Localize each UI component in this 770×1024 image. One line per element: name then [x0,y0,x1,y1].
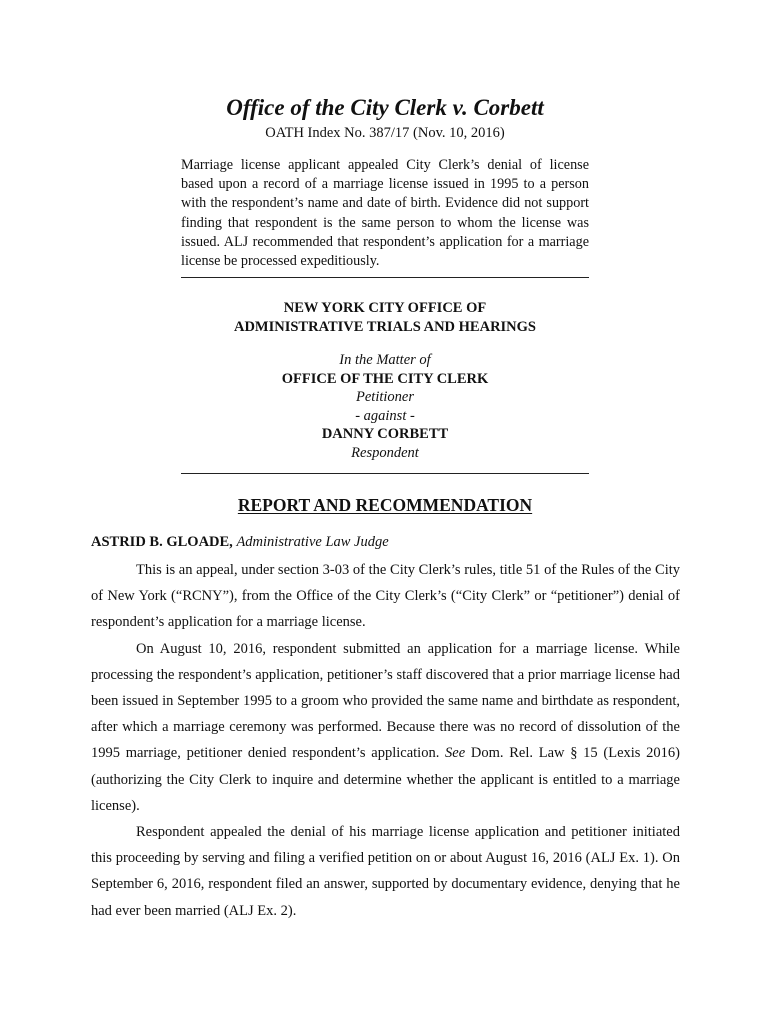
paragraph-3: Respondent appealed the denial of his marriage license application and petitioner initiated this proceeding by serving and filing a verified petition on or about August 16, 2016 (ALJ Ex. 1). On September 6, 2016, respondent filed an answer, supported by documentary evidence, denying that he had ever been married (ALJ Ex. 2). [91,824,680,919]
summary-divider [181,277,589,278]
caption-block [0,351,770,462]
agency-heading [0,299,770,336]
paragraph-1: This is an appeal, under section 3-03 of the City Clerk’s rules, title 51 of the Rules of the City of New York (“RCNY”), from the Office of the City Clerk’s (“City Clerk” or “petitioner”) denial of respondent’s application for a marriage license. [91,562,680,631]
petitioner-role: Petitioner [356,389,414,405]
agency-line-2: ADMINISTRATIVE TRIALS AND HEARINGS [233,318,536,335]
case-title: Office of the City Clerk v. Corbett [226,95,544,120]
case-summary-text: Marriage license applicant appealed City Clerk’s denial of license based upon a record of a marriage license issued in 1995 to a person with the respondent’s name and date of birth. Evidence did not support finding that respondent is the same person to whom the license was issued. ALJ recommended that respondent’s application for a marriage license be processed expeditiously. [181,157,589,270]
judge-name: ASTRID B. GLOADE, [91,534,233,550]
oath-index-line: OATH Index No. 387/17 (Nov. 10, 2016) [265,125,505,141]
respondent-name: DANNY CORBETT [321,426,449,442]
judge-line [91,533,389,551]
paragraph-2-part-1: On August 10, 2016, respondent submitted an application for a marriage license. While processing the respondent’s application, petitioner’s staff discovered that a prior marriage license had been issued in September 1995 to a groom who provided the same name and birthdate as respondent, after which a marriage ceremony was performed. Because there was no record of dissolution of the 1995 marriage, petitioner denied respondent’s application. [91,640,680,762]
petitioner-name: OFFICE OF THE CITY CLERK [281,370,489,387]
against-line: - against - [355,407,415,424]
caption-divider [181,473,589,474]
report-heading-text: REPORT AND RECOMMENDATION [237,495,533,515]
paragraph-2-part-2: Dom. Rel. Law § 15 (Lexis 2016) (authorizing the City Clerk to inquire and determine whether the applicant is entitled to a marriage license). [91,745,681,814]
judge-role: Administrative Law Judge [236,534,389,550]
agency-line-1: NEW YORK CITY OFFICE OF [283,300,487,316]
report-heading [0,494,770,516]
report-body [91,557,680,924]
case-summary [181,156,589,271]
paragraph-2 [91,636,680,819]
in-the-matter-of: In the Matter of [339,352,431,368]
respondent-role: Respondent [351,444,419,461]
paragraph-2-see: See [445,745,466,762]
